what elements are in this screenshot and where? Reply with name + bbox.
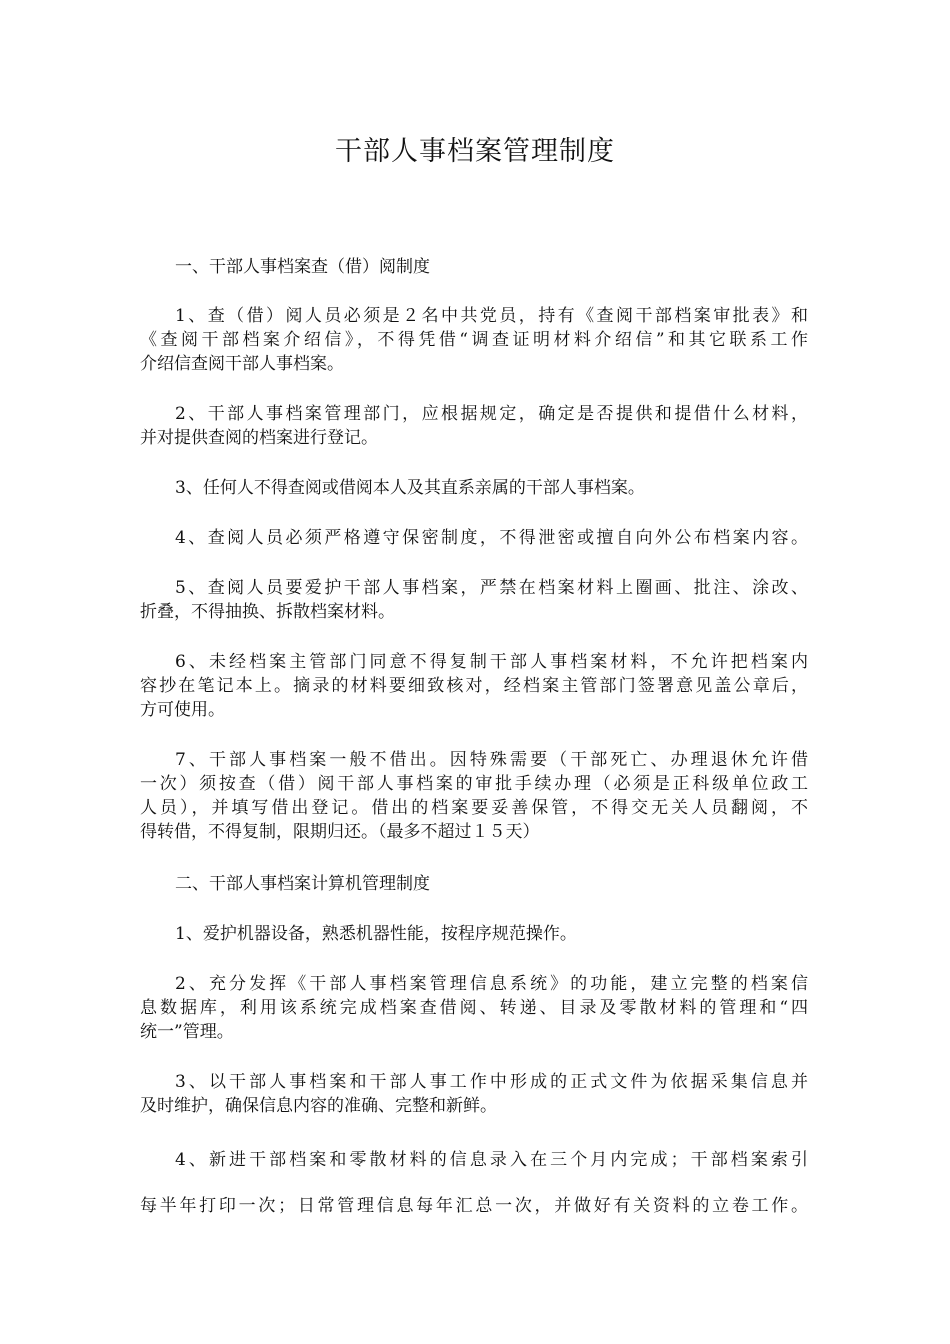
- paragraph-line: 及时维护，确保信息内容的准确、完整和新鲜。: [140, 1096, 497, 1116]
- paragraph-line: 人员），并填写借出登记。借出的档案要妥善保管，不得交无关人员翻阅，不: [140, 798, 808, 818]
- page-title: 干部人事档案管理制度: [335, 136, 615, 167]
- paragraph-line: 2、充分发挥《干部人事档案管理信息系统》的功能，建立完整的档案信: [175, 974, 808, 994]
- paragraph-line: 3、以干部人事档案和干部人事工作中形成的正式文件为依据采集信息并: [175, 1072, 808, 1092]
- section-heading-1: 一、干部人事档案查（借）阅制度: [175, 257, 430, 277]
- paragraph-line: 4、查阅人员必须严格遵守保密制度，不得泄密或擅自向外公布档案内容。: [175, 528, 808, 548]
- paragraph-line: 方可使用。: [140, 700, 225, 720]
- paragraph-line: 一次）须按查（借）阅干部人事档案的审批手续办理（必须是正科级单位政工: [140, 774, 808, 794]
- paragraph-line: 1、爱护机器设备，熟悉机器性能，按程序规范操作。: [175, 924, 577, 944]
- paragraph-line: 统一”管理。: [140, 1022, 234, 1042]
- paragraph-line: 介绍信查阅干部人事档案。: [140, 354, 344, 374]
- paragraph-line: 息数据库，利用该系统完成档案查借阅、转递、目录及零散材料的管理和“四: [140, 998, 808, 1018]
- section-heading-2: 二、干部人事档案计算机管理制度: [175, 874, 430, 894]
- paragraph-line: 每半年打印一次；日常管理信息每年汇总一次，并做好有关资料的立卷工作。: [140, 1196, 808, 1216]
- paragraph-line: 2、干部人事档案管理部门，应根据规定，确定是否提供和提借什么材料，: [175, 404, 808, 424]
- paragraph-line: 6、未经档案主管部门同意不得复制干部人事档案材料，不允许把档案内: [175, 652, 808, 672]
- paragraph-line: 5、查阅人员要爱护干部人事档案，严禁在档案材料上圈画、批注、涂改、: [175, 578, 808, 598]
- paragraph-line: 《查阅干部档案介绍信》，不得凭借“调查证明材料介绍信”和其它联系工作: [140, 330, 808, 350]
- paragraph-line: 得转借，不得复制，限期归还。（最多不超过１５天）: [140, 822, 540, 842]
- paragraph-line: 3、任何人不得查阅或借阅本人及其直系亲属的干部人事档案。: [175, 478, 645, 498]
- paragraph-line: 折叠，不得抽换、拆散档案材料。: [140, 602, 395, 622]
- paragraph-line: 4、新进干部档案和零散材料的信息录入在三个月内完成；干部档案索引: [175, 1150, 808, 1170]
- paragraph-line: 容抄在笔记本上。摘录的材料要细致核对，经档案主管部门签署意见盖公章后，: [140, 676, 808, 696]
- paragraph-line: 1、查（借）阅人员必须是２名中共党员，持有《查阅干部档案审批表》和: [175, 306, 808, 326]
- paragraph-line: 7、干部人事档案一般不借出。因特殊需要（干部死亡、办理退休允许借: [175, 750, 808, 770]
- paragraph-line: 并对提供查阅的档案进行登记。: [140, 428, 378, 448]
